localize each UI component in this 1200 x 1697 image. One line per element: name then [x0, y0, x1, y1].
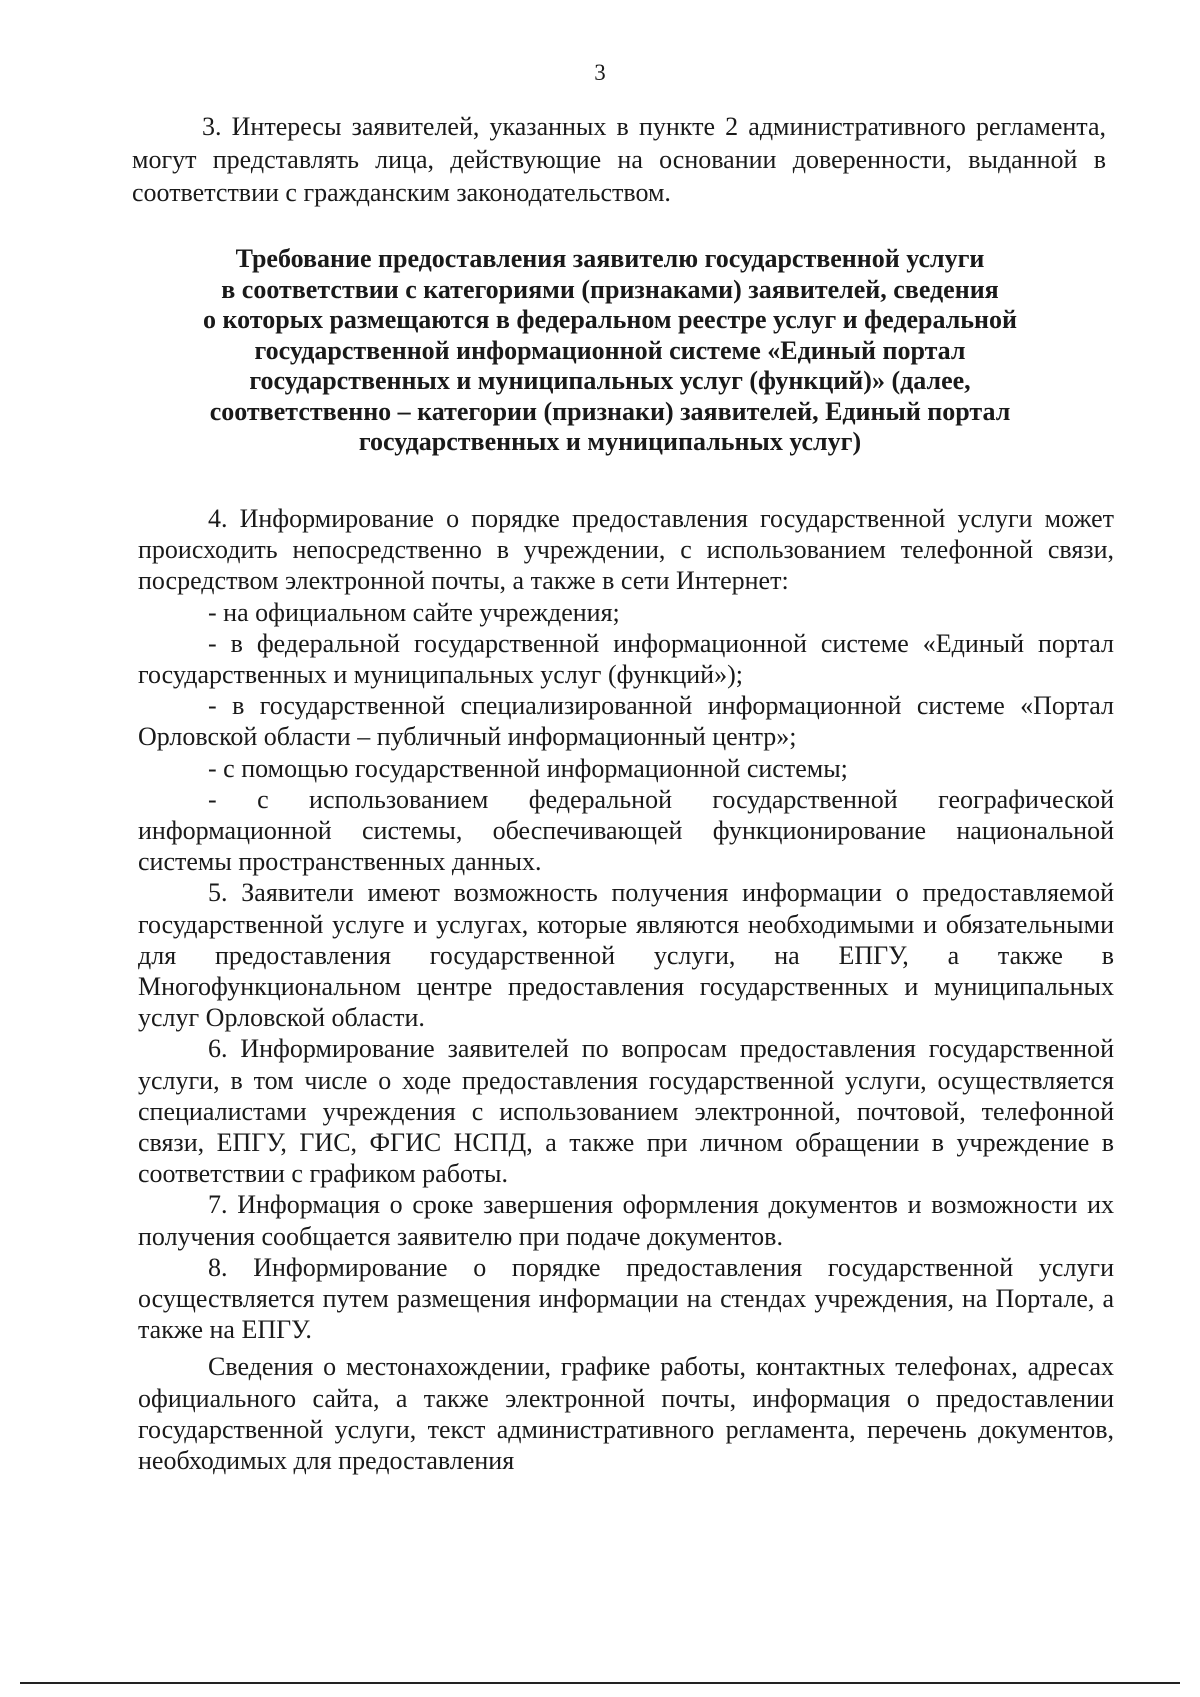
- paragraph-item-6: 6. Информирование заявителей по вопросам предоставления государственной услуги, в том числе о ходе предоставления государственной услуги, осуществляется специалистами учреждения с использованием электронной, почтовой, телефонной связи, ЕПГУ, ГИС, ФГИС НСПД, а также при личном обращении в учреждение в соответствии с графиком работы.: [138, 1034, 1114, 1189]
- heading-line: о которых размещаются в федеральном реестре услуг и федеральной: [202, 305, 1018, 334]
- heading-line: в соответствии с категориями (признаками) заявителей, сведения: [221, 274, 999, 304]
- list-item: - в государственной специализированной информационной системе «Портал Орловской области – публичный информационный центр»;: [138, 691, 1114, 752]
- list-item: - с использованием федеральной государственной географической информационной системы, обеспечивающей функционирование национальной системы пространственных данных.: [138, 784, 1114, 877]
- heading-line: государственных и муниципальных услуг (функций)» (далее,: [249, 366, 971, 395]
- heading-line: государственной информационной системе «Единый портал: [254, 335, 966, 365]
- page-number: 3: [594, 60, 606, 85]
- section-heading: [150, 244, 1070, 458]
- paragraph-contact-info: Сведения о местонахождении, графике работы, контактных телефонах, адресах официального сайта, а также электронной почты, информация о предоставлении государственной услуги, текст административного регламента, перечень документов, необходимых для предоставления: [138, 1352, 1114, 1476]
- footer-divider: [20, 1682, 1180, 1684]
- intro-paragraph: 3. Интересы заявителей, указанных в пункте 2 административного регламента, могут представлять лица, действующие на основании доверенности, выданной в соответствии с гражданским законодательством.: [132, 112, 1106, 207]
- paragraph-item-7: 7. Информация о сроке завершения оформления документов и возможности их получения сообщается заявителю при подаче документов.: [138, 1190, 1114, 1251]
- paragraph-item-4: 4. Информирование о порядке предоставления государственной услуги может происходить непосредственно в учреждении, с использованием телефонной связи, посредством электронной почты, а также в сети Интернет:: [138, 504, 1114, 596]
- paragraph-item-5: 5. Заявители имеют возможность получения информации о предоставляемой государственной услуге и услугах, которые являются необходимыми и обязательными для предоставления государственной услуги, на ЕПГУ, а также в Многофункциональном центре предоставления государственных и муниципальных услуг Орловской области.: [138, 878, 1114, 1033]
- body-text: [138, 503, 1114, 1476]
- paragraph-item-8: 8. Информирование о порядке предоставления государственной услуги осуществляется путем размещения информации на стендах учреждения, на Портале, а также на ЕПГУ.: [138, 1252, 1114, 1345]
- list-item: - с помощью государственной информационной системы;: [208, 753, 848, 783]
- heading-line: Требование предоставления заявителю государственной услуги: [235, 244, 985, 273]
- list-item: - на официальном сайте учреждения;: [208, 597, 620, 627]
- heading-line: государственных и муниципальных услуг): [358, 427, 862, 456]
- heading-line: соответственно – категории (признаки) заявителей, Единый портал: [209, 396, 1011, 426]
- list-item: - в федеральной государственной информационной системе «Единый портал государственных и муниципальных услуг (функций»);: [138, 628, 1114, 690]
